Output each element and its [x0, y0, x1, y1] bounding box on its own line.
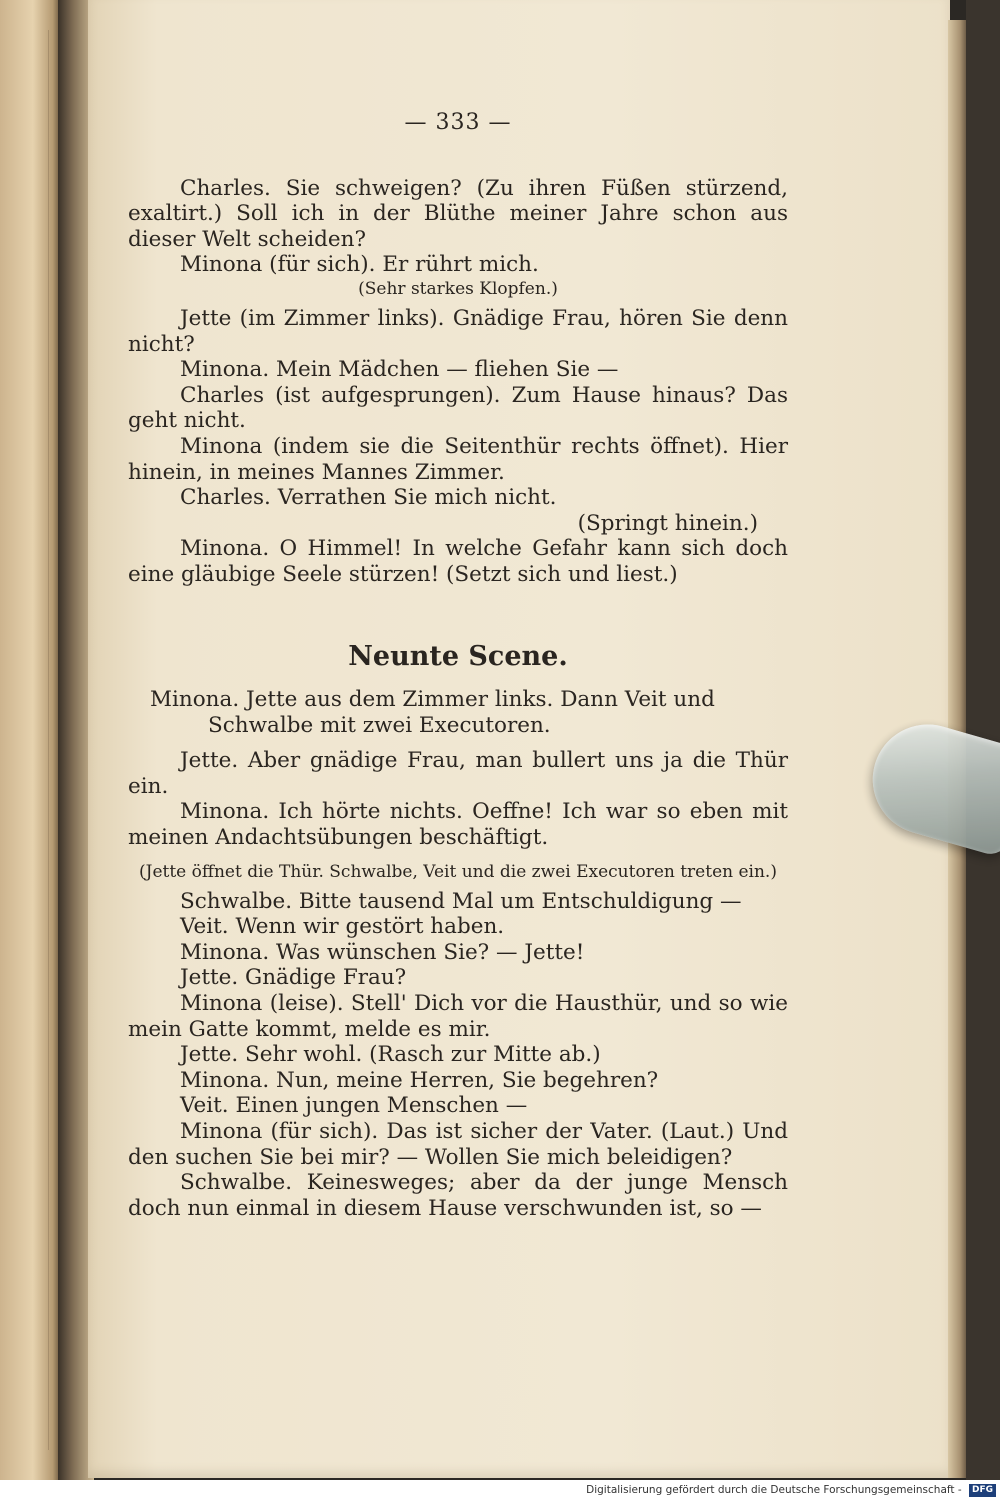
dialogue-line: Veit. Einen jungen Menschen — [180, 1093, 528, 1119]
footer-text: Digitalisierung gefördert durch die Deutsche Forschungsgemeinschaft - [586, 1484, 962, 1496]
page-number: — 333 — [404, 110, 512, 135]
left-page-edge [0, 0, 60, 1480]
dialogue-line: Veit. Wenn wir gestört haben. [180, 914, 505, 940]
dialogue-line: Charles (ist aufgesprungen). Zum Hause hinaus? Das geht nicht. [128, 382, 788, 434]
dialogue-line: Minona. O Himmel! In welche Gefahr kann sich doch eine gläubige Seele stürzen! (Setzt sich und liest.) [128, 536, 788, 587]
digitization-footer [0, 1480, 1000, 1501]
dialogue-line: Schwalbe. Keinesweges; aber da der junge Mensch doch nun einmal in diesem Hause verschwunden ist, so — [128, 1170, 788, 1221]
dialogue-line: Minona (für sich). Er rührt mich. [180, 252, 539, 278]
stage-direction: (Springt hinein.) [577, 510, 758, 536]
page-text [128, 110, 788, 1221]
dialogue-line: Charles. Sie schweigen? (Zu ihren Füßen stürzend, exaltirt.) Soll ich in der Blüthe meiner Jahre schon aus dieser Welt scheiden? [128, 175, 788, 252]
stage-direction: (Sehr starkes Klopfen.) [358, 278, 558, 299]
dialogue-line: Jette. Aber gnädige Frau, man bullert uns ja die Thür ein. [128, 748, 788, 799]
stage-direction: (Jette öffnet die Thür. Schwalbe, Veit und die zwei Executoren treten ein.) [139, 861, 777, 882]
scene-title: Neunte Scene. [348, 640, 568, 672]
dialogue-line: Jette (im Zimmer links). Gnädige Frau, hören Sie denn nicht? [128, 305, 788, 357]
dialogue-line: Minona. Ich hörte nichts. Oeffne! Ich war so eben mit meinen Andachtsübungen beschäftigt. [128, 799, 788, 851]
dialogue-line: Charles. Verrathen Sie mich nicht. [180, 485, 557, 511]
dialogue-line: Minona (für sich). Das ist sicher der Vater. (Laut.) Und den suchen Sie bei mir? — Wollen Sie mich beleidigen? [128, 1119, 788, 1170]
dialogue-line: Schwalbe. Bitte tausend Mal um Entschuldigung — [180, 888, 742, 914]
dialogue-line: Minona (leise). Stell' Dich vor die Hausthür, und so wie mein Gatte kommt, melde es mir. [128, 991, 788, 1042]
dialogue-line: Minona. Nun, meine Herren, Sie begehren? [180, 1067, 659, 1093]
scene-cast: Minona. Jette aus dem Zimmer links. Dann Veit und Schwalbe mit zwei Executoren. [150, 687, 715, 738]
dialogue-line: Jette. Gnädige Frau? [180, 965, 407, 991]
dfg-logo-icon: DFG [969, 1484, 996, 1497]
dialogue-line: Minona. Mein Mädchen — fliehen Sie — [180, 357, 619, 383]
dialogue-line: Jette. Sehr wohl. (Rasch zur Mitte ab.) [180, 1042, 601, 1068]
dialogue-line: Minona (indem sie die Seitenthür rechts öffnet). Hier hinein, in meines Mannes Zimmer. [128, 433, 788, 485]
dialogue-line: Minona. Was wünschen Sie? — Jette! [180, 939, 585, 965]
